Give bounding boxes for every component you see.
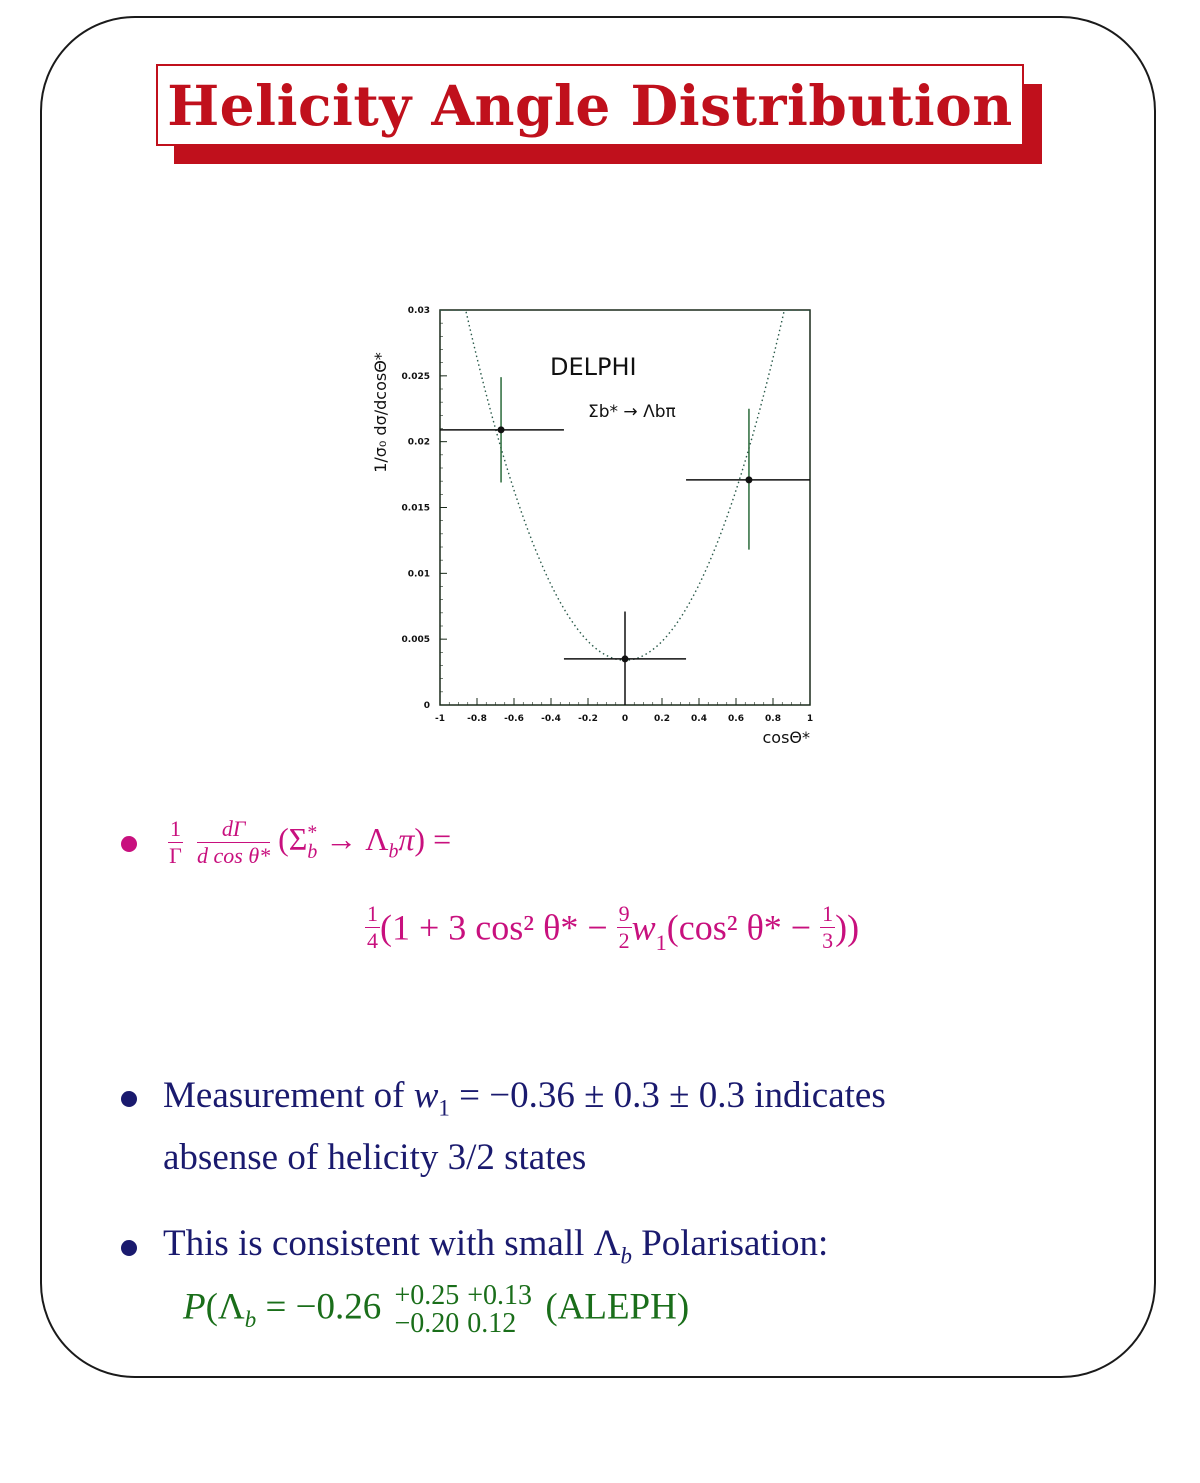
polarisation-post: Polarisation: xyxy=(631,1223,829,1264)
x-tick-label: -0.2 xyxy=(578,714,598,724)
rhs-tail: (cos² θ* − xyxy=(666,907,821,948)
formula-frac-1 xyxy=(168,818,183,867)
rhs-frac-num: 9 xyxy=(618,901,630,927)
formula-lhs: $(\Sigma^*_b \to \Lambda_b\pi)$ = xyxy=(278,821,452,863)
frac2-num: dΓ xyxy=(197,818,270,843)
annotation-experiment: DELPHI xyxy=(550,353,637,381)
data-point xyxy=(498,426,505,433)
y-tick-label: 0.025 xyxy=(401,371,430,382)
x-tick-label: -0.6 xyxy=(504,714,524,724)
y-tick-label: 0.02 xyxy=(407,437,430,448)
plot-layer xyxy=(371,306,813,747)
pol-err-syst-down: 0.12 xyxy=(467,1308,517,1339)
measurement-line-2: absense of helicity 3/2 states xyxy=(163,1137,587,1178)
bullet-formula xyxy=(121,836,137,852)
rhs-third-num: 1 xyxy=(822,901,834,927)
x-tick-label: -0.8 xyxy=(467,714,487,724)
page-title: Helicity Angle Distribution xyxy=(167,72,1013,138)
x-tick-label: 0 xyxy=(621,714,629,724)
x-tick-label: 0.2 xyxy=(654,714,670,724)
helicity-chart xyxy=(360,295,840,755)
y-tick-label: 0.005 xyxy=(401,635,430,646)
pol-err-stat-up: +0.25 xyxy=(394,1280,460,1311)
formula-frac-2 xyxy=(197,818,270,867)
rhs-third xyxy=(820,903,835,952)
rhs-lead-den: 4 xyxy=(367,928,378,954)
x-tick-label: -1 xyxy=(435,714,445,724)
pol-err-syst-up: +0.13 xyxy=(467,1280,533,1311)
rhs-nine-halves xyxy=(617,903,632,952)
polarisation-pre: This is consistent with small xyxy=(163,1223,594,1264)
x-tick-label: 1 xyxy=(806,714,814,724)
y-tick-label: 0.015 xyxy=(401,503,430,514)
frac2-den: d cos θ* xyxy=(197,843,271,868)
measurement-value: = −0.36 ± 0.3 ± 0.3 indicates xyxy=(449,1075,886,1116)
lhs-open: (Σ xyxy=(278,821,308,858)
bullet-measurement xyxy=(121,1091,137,1107)
rhs-third-den: 3 xyxy=(822,928,834,954)
rhs-lead-num: 1 xyxy=(367,901,378,927)
title-box xyxy=(156,64,1024,146)
polarisation-line-1: This is consistent with small $\Lambda_b$ Polarisation: xyxy=(163,1223,829,1269)
formula-line-1 xyxy=(168,818,451,867)
annotation-process: Σb* → Λbπ xyxy=(588,402,676,422)
pol-source: (ALEPH) xyxy=(536,1286,690,1328)
rhs-mid: (1 + 3 cos² θ* − xyxy=(380,907,617,948)
x-axis-label: cosΘ* xyxy=(762,728,810,747)
frac1-den: Γ xyxy=(169,843,182,868)
data-point xyxy=(622,655,629,662)
data-point xyxy=(745,476,752,483)
formula-line-2: $\frac{1}{4}$ (1 + 3 cos² θ* − $\frac{9}{2}$ $w_1(\cos^2$ θ* − $\frac{1}{3}$ )) xyxy=(367,901,860,955)
x-tick-label: 0.4 xyxy=(691,714,707,724)
y-tick-label: 0.03 xyxy=(407,306,430,316)
y-tick-label: 0 xyxy=(423,701,430,711)
polarisation-line-2: $P(\Lambda_b = -0.26$ +0.25 −0.20 +0.13 0.12 (ALEPH) xyxy=(183,1280,690,1339)
pol-err-stat-down: −0.20 xyxy=(394,1308,460,1339)
measurement-pre: Measurement of xyxy=(163,1075,414,1116)
pol-value: = −0.26 xyxy=(256,1286,391,1328)
frac1-num: 1 xyxy=(170,816,181,841)
y-tick-label: 0.01 xyxy=(407,569,430,580)
x-tick-label: -0.4 xyxy=(541,714,561,724)
y-axis-label: 1/σ₀ dσ/dcosΘ* xyxy=(371,352,390,473)
measurement-line-1: Measurement of $w_1 = -0.36 \pm 0.3 \pm 0.3$ indicates xyxy=(163,1075,886,1121)
pol-err-stat xyxy=(394,1282,459,1338)
rhs-w: w xyxy=(631,907,656,948)
x-tick-label: 0.8 xyxy=(765,714,781,724)
rhs-lead-frac xyxy=(365,903,380,952)
x-tick-label: 0.6 xyxy=(728,714,744,724)
rhs-frac-den: 2 xyxy=(618,928,630,954)
bullet-polarisation xyxy=(121,1240,137,1256)
pol-err-syst xyxy=(467,1282,532,1338)
